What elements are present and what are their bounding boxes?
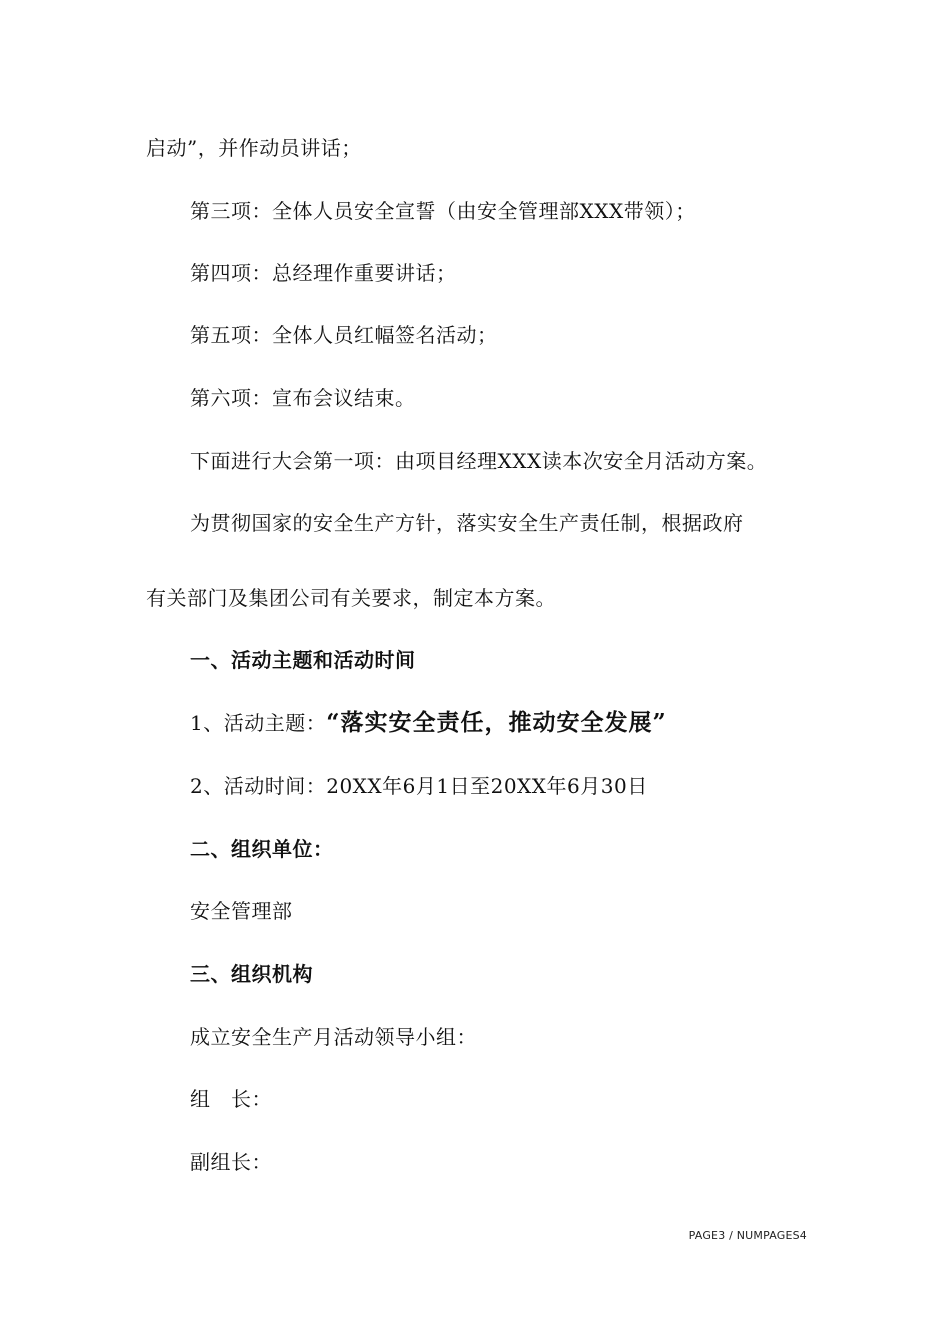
activity-theme-line: [190, 710, 667, 736]
agenda-item-5: 第五项：全体人员红幅签名活动；: [190, 323, 498, 347]
agenda-item-3: 第三项：全体人员安全宣誓（由安全管理部XXX带领）；: [190, 199, 696, 223]
section-1-heading: 一、活动主题和活动时间: [190, 648, 416, 672]
organizing-unit: 安全管理部: [190, 899, 293, 923]
agenda-announcement: 下面进行大会第一项：由项目经理XXX读本次安全月活动方案。: [190, 449, 768, 473]
agenda-item-4: 第四项：总经理作重要讲话；: [190, 261, 457, 285]
deputy-leader-label: 副组长：: [190, 1150, 272, 1174]
text-line-continuation: 启动”，并作动员讲话；: [146, 136, 362, 160]
section-2-heading: 二、组织单位：: [190, 837, 334, 861]
paragraph-intro-line-2: 有关部门及集团公司有关要求，制定本方案。: [146, 586, 556, 610]
activity-theme-label: 1、活动主题：: [190, 711, 327, 735]
paragraph-intro-line-1: 为贯彻国家的安全生产方针，落实安全生产责任制，根据政府: [190, 511, 744, 535]
leadership-group-intro: 成立安全生产月活动领导小组：: [190, 1025, 477, 1049]
section-3-heading: 三、组织机构: [190, 962, 313, 986]
activity-time-line: 2、活动时间：20XX年6月1日至20XX年6月30日: [190, 774, 648, 798]
group-leader-label: 组 长：: [190, 1087, 272, 1111]
page-number-field: PAGE3 / NUMPAGES4: [688, 1229, 807, 1242]
activity-theme-value: “落实安全责任，推动安全发展”: [326, 709, 667, 736]
agenda-item-6: 第六项：宣布会议结束。: [190, 386, 416, 410]
